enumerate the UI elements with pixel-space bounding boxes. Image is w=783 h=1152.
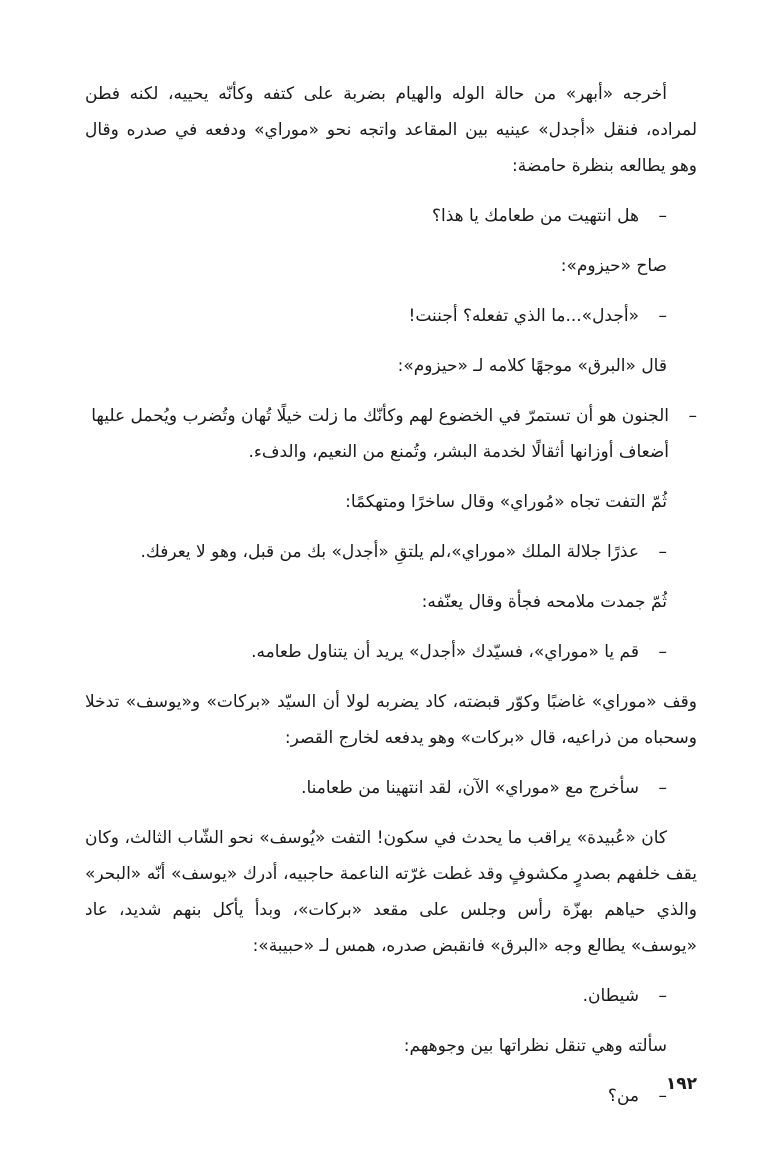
- dialogue-line: [85, 198, 697, 234]
- dialogue-text: من؟: [607, 1086, 639, 1106]
- narrative-line: ثُمّ التفت تجاه «مُوراي» وقال ساخرًا ومتهكمًا:: [345, 492, 667, 512]
- dialogue-dash: –: [658, 206, 667, 226]
- dialogue-dash: –: [658, 542, 667, 562]
- narrative-paragraph: كان «عُبيدة» يراقب ما يحدث في سكون! التفت «يُوسف» نحو الشّاب الثالث، وكان يقف خلفهم بصدرٍ مكشوفٍ وقد غطت غرّته الناعمة حاجبيه، أدرك «يوسف» أنّه «البحر» والذي حياهم بهزّة رأس وجلس على مقعد «بركات»، وبدأ يأكل بنهم شديد، عاد «يوسف» يطالع وجه «البرق» فانقبض صدره، همس لـ «حبيبة»:: [85, 828, 697, 956]
- dialogue-text: سأخرج مع «موراي» الآن، لقد انتهينا من طعامنا.: [301, 778, 639, 798]
- book-page: [85, 76, 697, 1128]
- dialogue-text: الجنون هو أن تستمرّ في الخضوع لهم وكأنّك ما زلت خيلًا تُهان وتُضرب ويُحمل عليها أضعاف أوزانها أثقالًا لخدمة البشر، وتُمنع من النعيم، والدفء.: [91, 406, 669, 462]
- dialogue-text: قم يا «موراي»، فسيّدك «أجدل» يريد أن يتناول طعامه.: [251, 642, 639, 662]
- dialogue-line: [85, 978, 697, 1014]
- dialogue-text: هل انتهيت من طعامك يا هذا؟: [431, 206, 639, 226]
- dialogue-text: «أجدل»...ما الذي تفعله؟ أجننت!: [408, 306, 639, 326]
- dialogue-dash: –: [658, 642, 667, 662]
- dialogue-line: [85, 534, 697, 570]
- dialogue-line: [85, 298, 697, 334]
- dialogue-line: [85, 1078, 697, 1114]
- dialogue-dash: –: [658, 1086, 667, 1106]
- dialogue-text: شيطان.: [582, 986, 639, 1006]
- page-number: ١٩٢: [665, 1074, 697, 1094]
- narrative-line: ثُمّ جمدت ملامحه فجأة وقال يعنّفه:: [421, 592, 667, 612]
- narrative-line: صاح «حيزوم»:: [560, 256, 667, 276]
- narrative-line: سألته وهي تنقل نظراتها بين وجوههم:: [403, 1036, 667, 1056]
- dialogue-line: [85, 634, 697, 670]
- dialogue-dash: –: [658, 986, 667, 1006]
- dialogue-line: [85, 770, 697, 806]
- dialogue-dash: –: [658, 778, 667, 798]
- dialogue-line: [85, 398, 697, 470]
- narrative-line: قال «البرق» موجهًا كلامه لـ «حيزوم»:: [397, 356, 667, 376]
- dialogue-dash: –: [688, 406, 697, 426]
- dialogue-dash: –: [658, 306, 667, 326]
- dialogue-text: عذرًا جلالة الملك «موراي»،لم يلتقِ «أجدل» بك من قبل، وهو لا يعرفك.: [140, 542, 639, 562]
- narrative-paragraph: أخرجه «أبهر» من حالة الوله والهيام بضربة على كتفه وكأنّه يحييه، لكنه فطن لمراده، فنقل «أجدل» عينيه بين المقاعد واتجه نحو «موراي» ودفعه في صدره وقال وهو يطالعه بنظرة حامضة:: [85, 84, 697, 176]
- narrative-paragraph: وقف «موراي» غاضبًا وكوّر قبضته، كاد يضربه لولا أن السيّد «بركات» و«يوسف» تدخلا وسحباه من ذراعيه، قال «بركات» وهو يدفعه لخارج القصر:: [85, 692, 697, 748]
